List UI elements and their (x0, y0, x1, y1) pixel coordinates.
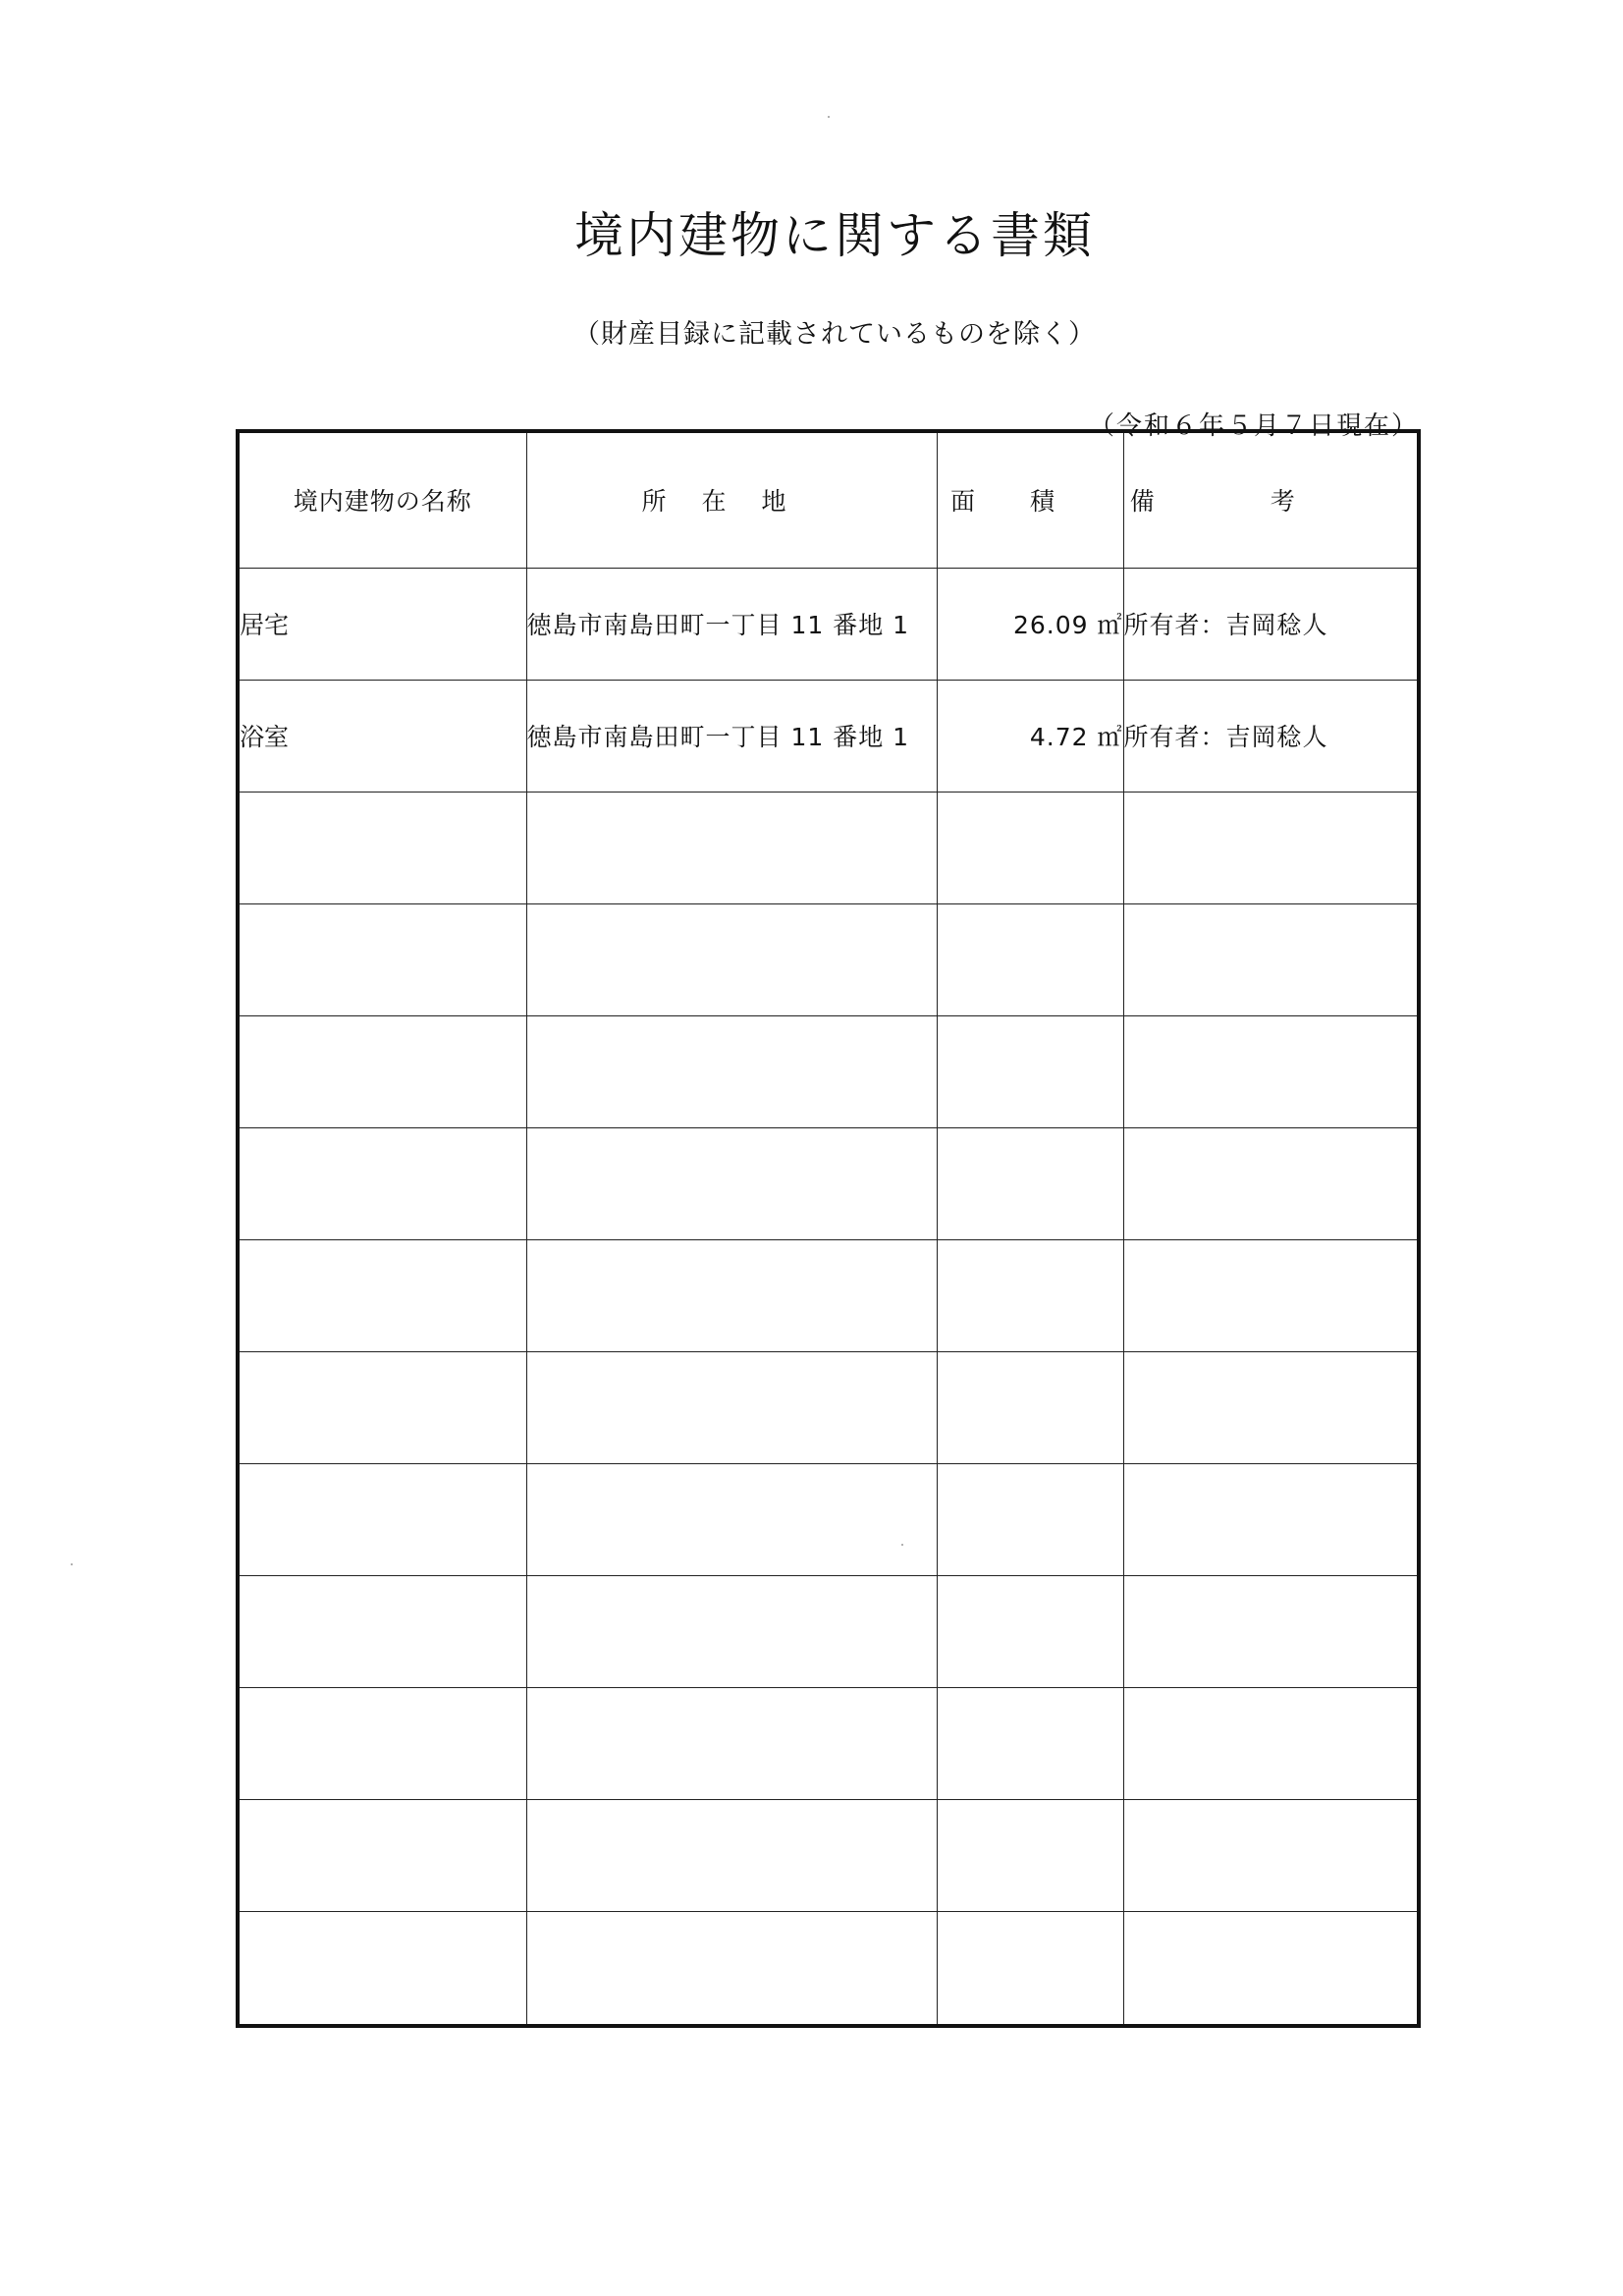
cell-remarks (1123, 792, 1417, 903)
cell-building-name (240, 1239, 526, 1351)
header-building-name: 境内建物の名称 (240, 433, 526, 568)
table-row (240, 1912, 1417, 2024)
cell-location (526, 792, 937, 903)
document-title: 境内建物に関する書類 (574, 207, 1095, 264)
cell-remarks: 所有者：吉岡稔人 (1123, 680, 1417, 792)
cell-area (937, 903, 1123, 1015)
buildings-table-frame (236, 429, 1421, 2028)
buildings-table (240, 433, 1417, 2024)
cell-area (937, 1688, 1123, 1800)
cell-building-name (240, 1127, 526, 1239)
cell-remarks (1123, 903, 1417, 1015)
cell-remarks: 所有者：吉岡稔人 (1123, 568, 1417, 680)
cell-remarks (1123, 1352, 1417, 1464)
cell-area: 26.09 ㎡ (937, 568, 1123, 680)
cell-location (526, 1239, 937, 1351)
cell-building-name: 居宅 (240, 568, 526, 680)
table-row (240, 1576, 1417, 1688)
cell-remarks (1123, 1239, 1417, 1351)
cell-building-name (240, 1352, 526, 1464)
table-row (240, 1352, 1417, 1464)
cell-building-name (240, 1912, 526, 2024)
cell-remarks (1123, 1464, 1417, 1576)
cell-remarks (1123, 1800, 1417, 1912)
cell-building-name: 浴室 (240, 680, 526, 792)
document-subtitle: （財産目録に記載されているものを除く） (573, 319, 1096, 350)
cell-area: 4.72 ㎡ (937, 680, 1123, 792)
cell-remarks (1123, 1688, 1417, 1800)
scan-speck (71, 1563, 73, 1565)
cell-building-name (240, 1576, 526, 1688)
cell-area (937, 792, 1123, 903)
table-header-row (240, 433, 1417, 568)
cell-area (937, 1352, 1123, 1464)
table-row (240, 1015, 1417, 1127)
cell-remarks (1123, 1015, 1417, 1127)
table-row (240, 1127, 1417, 1239)
cell-location: 徳島市南島田町一丁目 11 番地 1 (526, 680, 937, 792)
cell-remarks (1123, 1127, 1417, 1239)
cell-area (937, 1239, 1123, 1351)
table-row (240, 680, 1417, 792)
cell-location: 徳島市南島田町一丁目 11 番地 1 (526, 568, 937, 680)
cell-area (937, 1464, 1123, 1576)
cell-building-name (240, 903, 526, 1015)
cell-location (526, 1015, 937, 1127)
cell-building-name (240, 1688, 526, 1800)
cell-location (526, 903, 937, 1015)
cell-area (937, 1912, 1123, 2024)
cell-location (526, 1352, 937, 1464)
cell-building-name (240, 1015, 526, 1127)
scan-speck (901, 1544, 903, 1546)
cell-location (526, 1800, 937, 1912)
table-row (240, 1239, 1417, 1351)
scan-speck (828, 116, 830, 118)
cell-location (526, 1576, 937, 1688)
cell-area (937, 1576, 1123, 1688)
cell-remarks (1123, 1576, 1417, 1688)
cell-building-name (240, 792, 526, 903)
table-row (240, 1464, 1417, 1576)
cell-area (937, 1015, 1123, 1127)
table-row (240, 792, 1417, 903)
cell-building-name (240, 1464, 526, 1576)
as-of-date: （令和６年５月７日現在） (1088, 411, 1419, 441)
cell-area (937, 1800, 1123, 1912)
header-area: 面積 (937, 433, 1123, 568)
cell-building-name (240, 1800, 526, 1912)
cell-remarks (1123, 1912, 1417, 2024)
cell-location (526, 1912, 937, 2024)
table-row (240, 1688, 1417, 1800)
table-row (240, 1800, 1417, 1912)
table-row (240, 903, 1417, 1015)
table-row (240, 568, 1417, 680)
cell-location (526, 1464, 937, 1576)
header-location: 所在地 (526, 433, 937, 568)
cell-location (526, 1127, 937, 1239)
cell-area (937, 1127, 1123, 1239)
header-remarks: 備考 (1123, 433, 1417, 568)
cell-location (526, 1688, 937, 1800)
